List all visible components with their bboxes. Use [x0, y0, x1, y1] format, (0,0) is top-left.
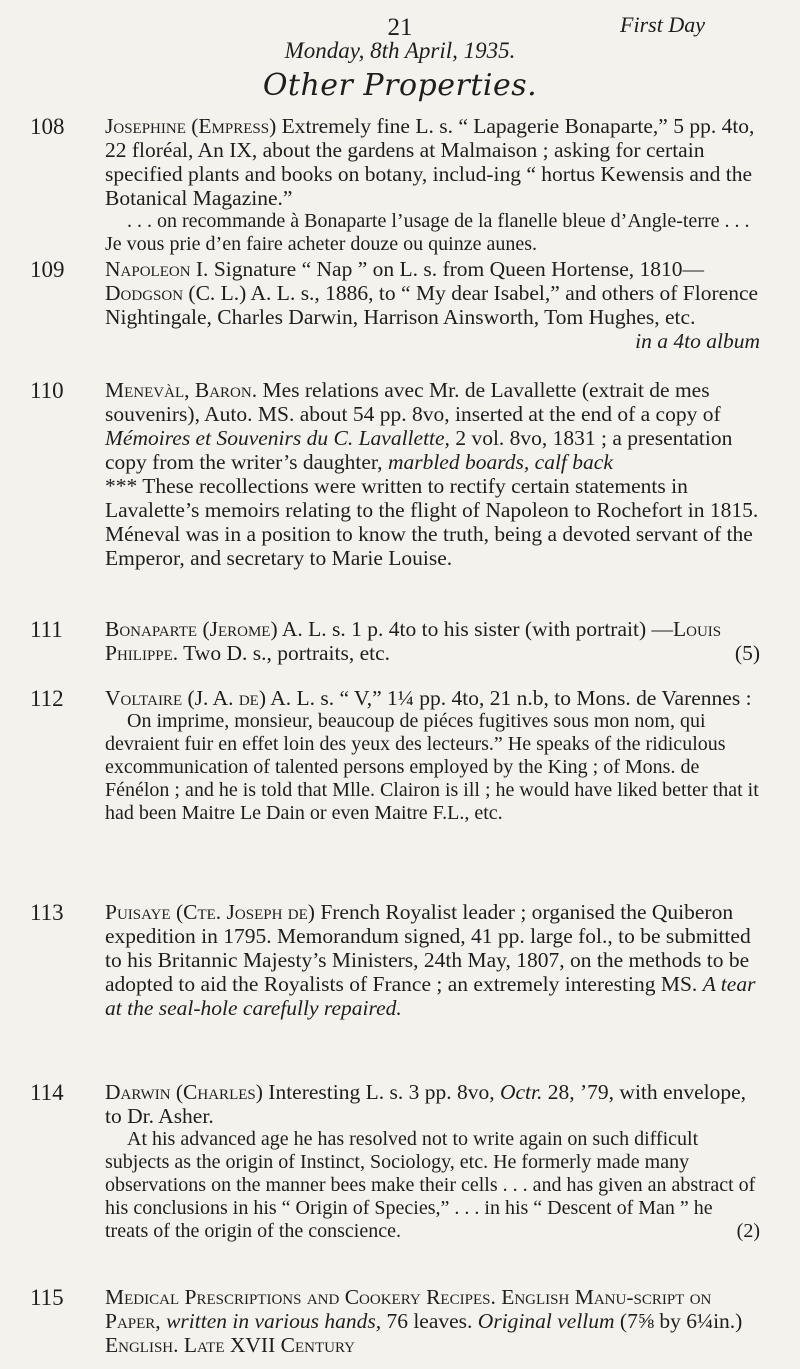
lot-name: Napoleon I.: [105, 257, 209, 281]
lot-condition: A tear at the seal-hole carefully repaired.: [105, 972, 756, 1020]
lot-number: 115: [30, 1285, 64, 1310]
letter-date: Octr.: [499, 1080, 543, 1104]
lot-description: 76 leaves.: [386, 1309, 473, 1333]
lot-description-continued: Two D. s., portraits, etc.: [183, 641, 391, 665]
lot-name: Bonaparte (Jerome): [105, 617, 278, 641]
lot-description-continued: 28, ’79, with envelope, to Dr. Asher.: [105, 1080, 747, 1128]
lot-note: *** These recollections were written to rectify certain statements in Lavalette’s memoirs relating to the flight of Napoleon to Rochefort in 1815. Méneval was in a position to know the truth, being a devoted servant of the Emperor, and secretary to Marie Louise.: [105, 474, 759, 570]
lot-binding: in a 4to album: [635, 329, 760, 353]
lot-113: [30, 900, 760, 1020]
lot-description: Signature “ Nap ” on L. s. from Queen Hortense, 1810—: [213, 257, 705, 281]
page-number: 21: [387, 14, 413, 41]
lot-quote: . . . on recommande à Bonaparte l’usage de la flanelle bleue d’Angle-terre . . . Je vous prie d’en faire acheter douze ou quinze aunes.: [105, 210, 750, 255]
lot-description: A. L. s. 1 p. 4to to his sister (with portrait): [281, 617, 647, 641]
lot-number: 108: [30, 114, 65, 139]
sale-date: Monday, 8th April, 1935.: [284, 38, 516, 63]
lot-binding: marbled boards, calf back: [387, 450, 613, 474]
lot-date: English. Late XVII Century: [105, 1333, 355, 1357]
lot-quote: At his advanced age he has resolved not to write again on such difficult subjects as the origin of Instinct, Sociology, etc. He formerly made many observations on the manner bees make their cells . . . and has given an abstract of his conclusions in his “ Origin of Species,” . . . in his “ Descent of Man ” he treats of the origin of the conscience. (2): [105, 1128, 760, 1242]
book-title: Mémoires et Souvenirs du C. Lavallette,: [105, 426, 450, 450]
lot-number: 111: [30, 617, 63, 642]
lot-name: Menevàl, Baron.: [105, 378, 258, 402]
lot-number: 112: [30, 686, 64, 711]
lot-description: Extremely fine L. s. “ Lapagerie Bonaparte,” 5 pp. 4to, 22 floréal, An IX, about the gardens at Malmaison ; asking for certain specified plants and books on botany, includ-ing “ hortus Kewensis and the Botanical Magazine.”: [105, 114, 755, 210]
lot-binding: Original vellum: [477, 1309, 615, 1333]
lot-description: Mes relations avec Mr. de Lavallette (extrait de mes souvenirs), Auto. MS. about 54 pp. 8vo, inserted at the end of a copy of: [105, 378, 721, 426]
lot-109: [30, 257, 760, 353]
lot-111: [30, 617, 760, 665]
section-title: Other Properties.: [262, 68, 538, 103]
lot-number: 110: [30, 378, 64, 403]
lot-name: Josephine (Empress): [105, 114, 277, 138]
lot-110: [30, 378, 760, 570]
lot-name: Voltaire (J. A. de): [105, 686, 266, 710]
lot-name: Medical Prescriptions and Cookery Recipes. English Manu-script on Paper,: [105, 1285, 712, 1333]
lot-size: (7⅝ by 6¼in.): [619, 1309, 743, 1333]
lot-name: Puisaye (Cte. Joseph de): [105, 900, 315, 924]
lot-description: A. L. s. “ V,” 1¼ pp. 4to, 21 n.b, to Mons. de Varennes :: [270, 686, 752, 710]
lot-114: [30, 1080, 760, 1243]
lot-108: [30, 114, 760, 256]
lot-number: 109: [30, 257, 65, 282]
lot-name-secondary: Dodgson (C. L.): [105, 281, 247, 305]
lot-name: Darwin (Charles): [105, 1080, 263, 1104]
lot-count: (5): [734, 641, 760, 665]
lot-count: (2): [736, 1220, 760, 1242]
lot-description-continued: 2 vol. 8vo, 1831 ; a presentation copy from the writer’s daughter,: [105, 426, 733, 474]
lot-number: 114: [30, 1080, 64, 1105]
lot-description: French Royalist leader ; organised the Quiberon expedition in 1795. Memorandum signed, 41 pp. large fol., to be submitted to his Britannic Majesty’s Ministers, 24th May, 1807, on the methods to be adopted to aid the Royalists of France ; an extremely interesting MS.: [105, 900, 751, 996]
lot-name-secondary: —Louis Philippe.: [105, 617, 722, 665]
lot-quote: On imprime, monsieur, beaucoup de piéces fugitives sous mon nom, qui devraient fuir en effet loin des yeux des lecteurs.” He speaks of the ridiculous excommunication of talented persons employed by the King ; of Mons. de Fénélon ; and he is told that Mlle. Clairon is ill ; he would have liked better that it had been Maitre Le Dain or even Maitre F.L., etc.: [105, 710, 759, 824]
lot-115: [30, 1285, 760, 1357]
lot-number: 113: [30, 900, 64, 925]
running-head: First Day: [620, 12, 705, 37]
lot-112: [30, 686, 760, 825]
lot-hands: written in various hands,: [166, 1309, 382, 1333]
lot-description-continued: A. L. s., 1886, to “ My dear Isabel,” and others of Florence Nightingale, Charles Darwin, Harrison Ainsworth, Tom Hughes, etc.: [105, 281, 759, 329]
lot-description: Interesting L. s. 3 pp. 8vo,: [268, 1080, 495, 1104]
